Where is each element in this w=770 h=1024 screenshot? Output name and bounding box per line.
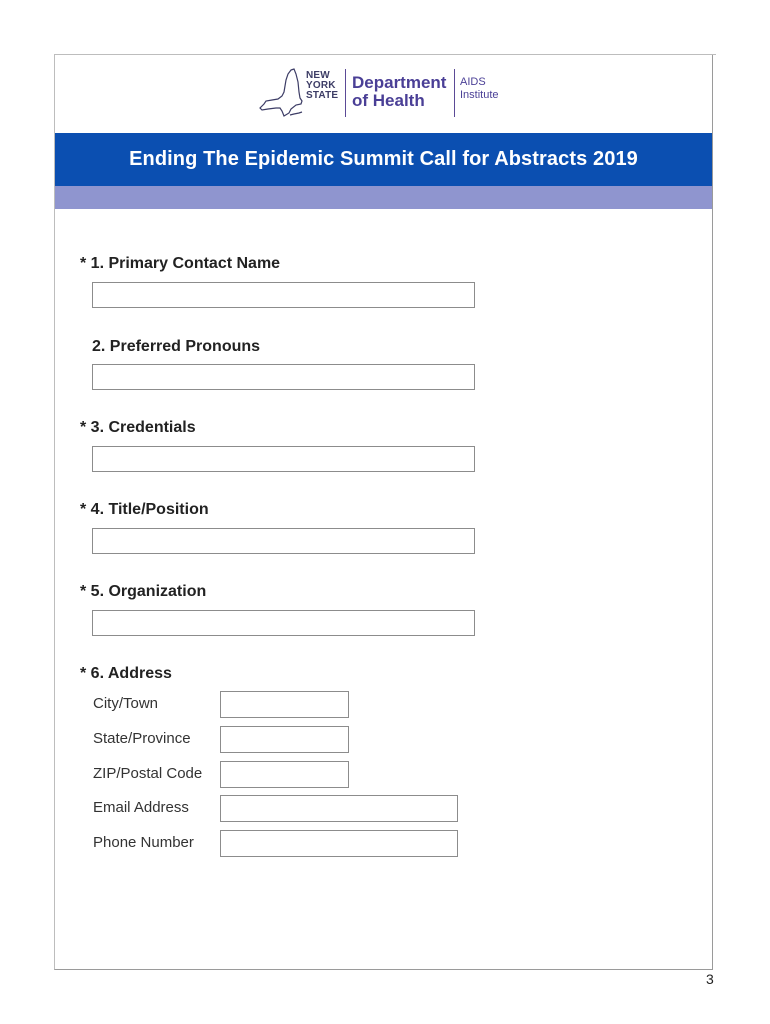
preferred-pronouns-input[interactable] xyxy=(92,364,475,390)
department-of-health-wordmark xyxy=(352,74,446,110)
progress-band xyxy=(55,186,712,209)
aids-line: AIDS xyxy=(460,76,486,88)
question-label-credentials: * 3. Credentials xyxy=(80,419,196,436)
primary-contact-name-input[interactable] xyxy=(92,282,475,308)
page-number: 3 xyxy=(706,971,714,987)
email-address-input[interactable] xyxy=(220,795,458,822)
nys-doh-logo xyxy=(258,66,518,122)
state-province-input[interactable] xyxy=(220,726,349,753)
question-label-address: * 6. Address xyxy=(80,665,172,682)
logo-divider xyxy=(454,69,455,117)
aids-institute-wordmark xyxy=(460,76,499,102)
question-label-title-position: * 4. Title/Position xyxy=(80,501,209,518)
title-position-input[interactable] xyxy=(92,528,475,554)
state-province-label: State/Province xyxy=(93,730,191,747)
page-title: Ending The Epidemic Summit Call for Abstracts 2019 xyxy=(129,148,638,170)
new-york-state-map-icon xyxy=(258,68,304,120)
city-town-input[interactable] xyxy=(220,691,349,718)
organization-input[interactable] xyxy=(92,610,475,636)
nys-line: NEW xyxy=(306,70,330,81)
question-label-primary-contact-name: * 1. Primary Contact Name xyxy=(80,255,281,272)
new-york-state-wordmark xyxy=(306,71,338,101)
zip-postal-code-label: ZIP/Postal Code xyxy=(93,765,203,782)
phone-number-label: Phone Number xyxy=(93,834,194,851)
aids-line: Institute xyxy=(460,89,499,101)
dept-line: Department xyxy=(352,73,447,92)
nys-line: YORK xyxy=(306,80,336,91)
zip-postal-code-input[interactable] xyxy=(220,761,349,788)
question-label-organization: * 5. Organization xyxy=(80,583,207,600)
email-address-label: Email Address xyxy=(93,799,189,816)
logo-divider xyxy=(345,69,346,117)
phone-number-input[interactable] xyxy=(220,830,458,857)
city-town-label: City/Town xyxy=(93,695,159,712)
credentials-input[interactable] xyxy=(92,446,475,472)
question-label-preferred-pronouns: 2. Preferred Pronouns xyxy=(92,338,261,355)
dept-line: of Health xyxy=(352,91,425,110)
title-banner xyxy=(55,133,712,186)
page-corner-mark xyxy=(712,54,716,55)
nys-line: STATE xyxy=(306,90,339,101)
